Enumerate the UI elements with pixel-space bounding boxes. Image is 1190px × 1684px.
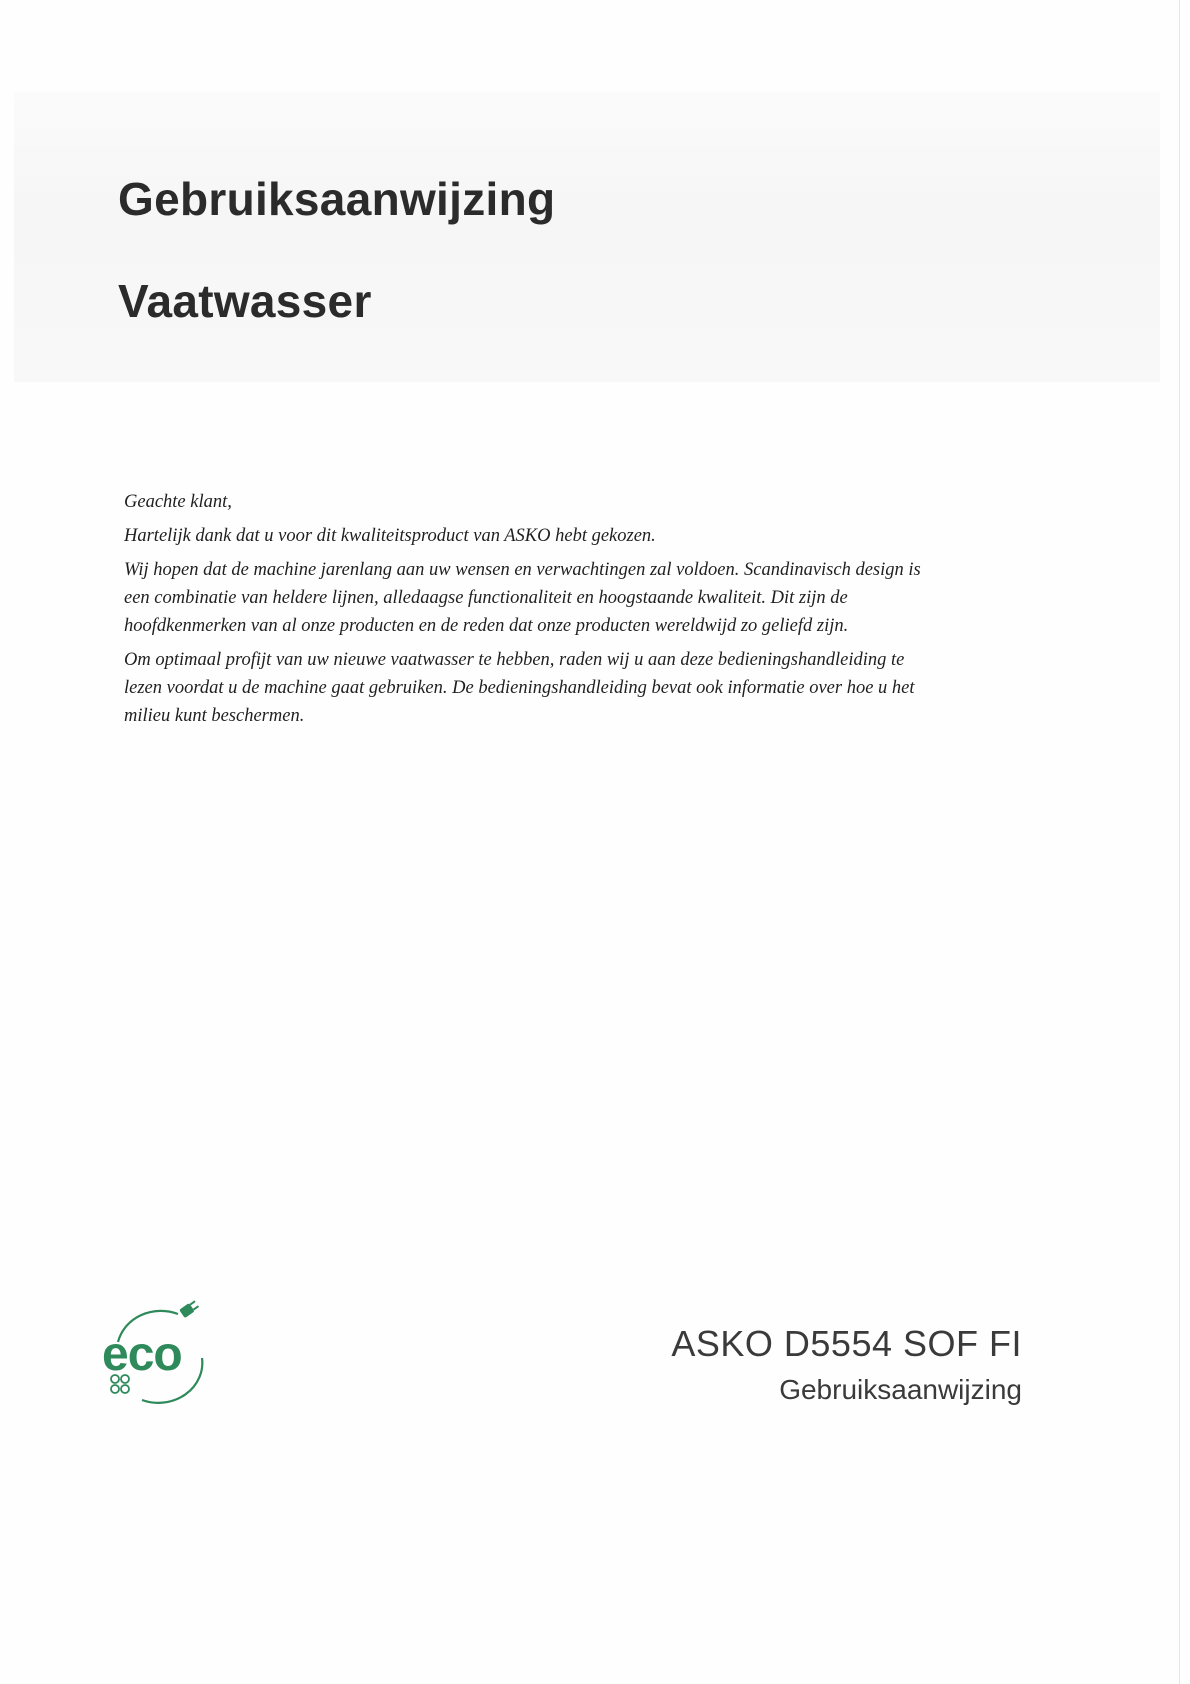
page-subtitle: Vaatwasser [118, 275, 372, 327]
eco-logo-icon [90, 1300, 220, 1410]
document-type: Gebruiksaanwijzing [779, 1374, 1022, 1405]
letter-greeting: Geachte klant, [124, 492, 232, 512]
letter-paragraph: Wij hopen dat de machine jarenlang aan uw wensen en verwachtingen zal voldoen. Scandinavisch design is een combinatie van heldere lijnen, alledaagse functionaliteit en hoogstaande kwaliteit. Dit zijn de hoofdkenmerken van al onze producten en de reden dat onze producten wereldwijd zo geliefd zijn. [124, 560, 921, 636]
page-edge-line [1179, 0, 1180, 1684]
letter-paragraph: Om optimaal profijt van uw nieuwe vaatwasser te hebben, raden wij u aan deze bedieningshandleiding te lezen voordat u de machine gaat gebruiken. De bedieningshandleiding bevat ook informatie over hoe u het milieu kunt beschermen. [124, 650, 915, 726]
letter-paragraph: Hartelijk dank dat u voor dit kwaliteitsproduct van ASKO hebt gekozen. [124, 526, 656, 546]
page-title: Gebruiksaanwijzing [118, 173, 556, 225]
welcome-letter [124, 488, 924, 736]
eco-logo-text: eco [102, 1328, 182, 1381]
eco-logo-graphic [90, 1300, 220, 1410]
bleed-through-band [14, 92, 1160, 382]
product-info [671, 1324, 1022, 1408]
product-model: ASKO D5554 SOF FI [671, 1323, 1022, 1364]
